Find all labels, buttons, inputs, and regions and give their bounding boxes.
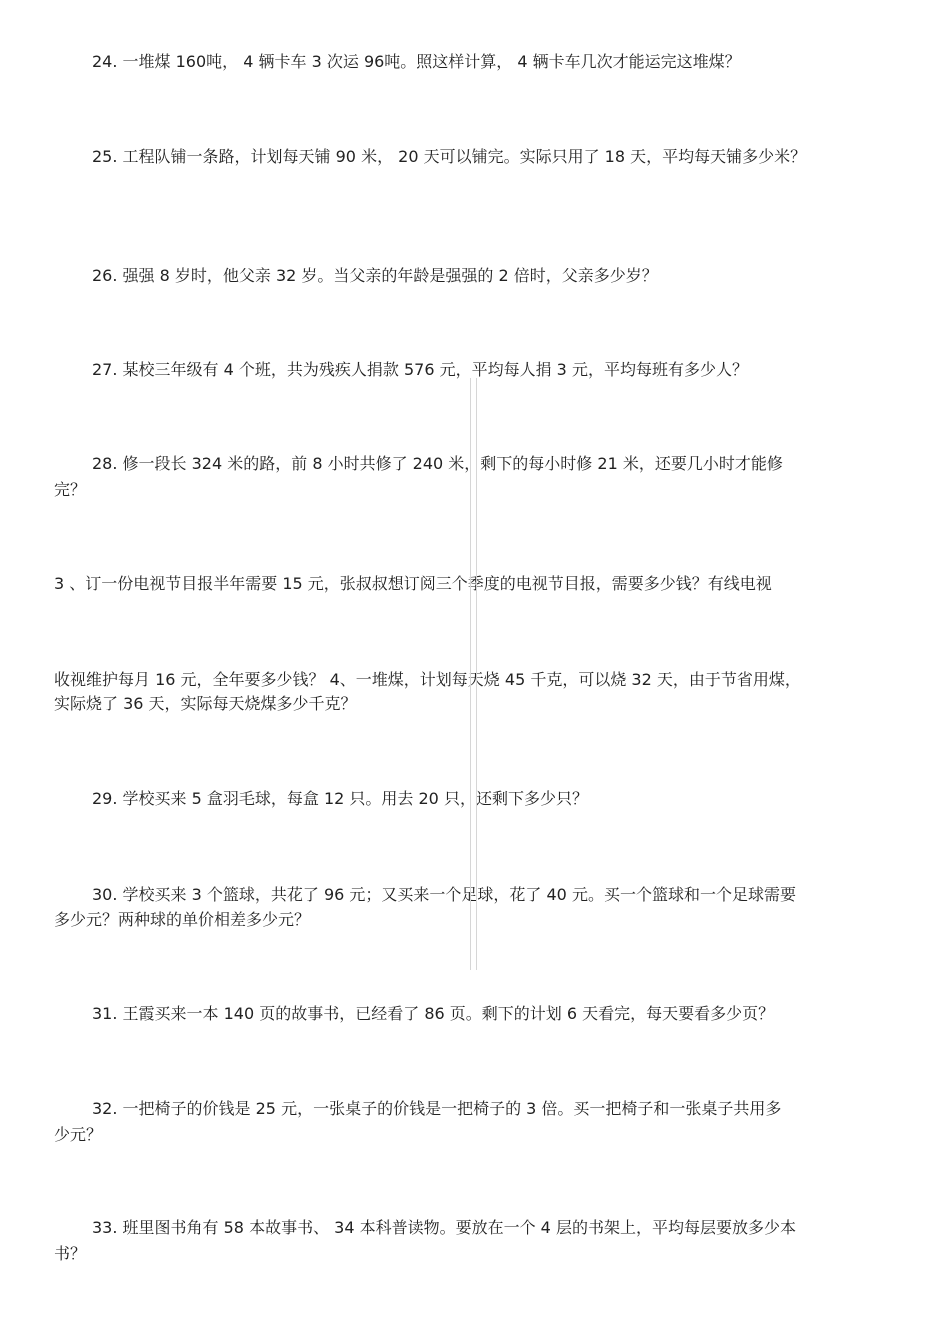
problem-30-continued: 多少元？两种球的单价相差多少元？ [54, 910, 311, 929]
problem-4-continued: 实际烧了 36 天，实际每天烧煤多少千克？ [54, 694, 357, 713]
problem-28: 28. 修一段长 324 米的路，前 8 小时共修了 240 米，剩下的每小时修 21 米，还要几小时才能修 [92, 454, 783, 473]
problem-29: 29. 学校买来 5 盒羽毛球，每盒 12 只。用去 20 只，还剩下多少只？ [92, 789, 588, 808]
problem-32-continued: 少元？ [54, 1125, 103, 1144]
problem-28-continued: 完？ [54, 480, 87, 499]
problem-25: 25. 工程队铺一条路，计划每天铺 90 米， 20 天可以铺完。实际只用了 18 天，平均每天铺多少米？ [92, 147, 807, 166]
problem-31: 31. 王霞买来一本 140 页的故事书，已经看了 86 页。剩下的计划 6 天看完，每天要看多少页？ [92, 1004, 775, 1023]
problem-26: 26. 强强 8 岁时，他父亲 32 岁。当父亲的年龄是强强的 2 倍时，父亲多少岁？ [92, 266, 658, 285]
problem-27: 27. 某校三年级有 4 个班，共为残疾人捐款 576 元，平均每人捐 3 元，平均每班有多少人？ [92, 360, 748, 379]
problem-30: 30. 学校买来 3 个篮球，共花了 96 元；又买来一个足球，花了 40 元。买一个篮球和一个足球需要 [92, 885, 796, 904]
problem-33: 33. 班里图书角有 58 本故事书、 34 本科普读物。要放在一个 4 层的书架上，平均每层要放多少本 [92, 1218, 796, 1237]
page-fold-divider [470, 378, 477, 970]
problem-24: 24. 一堆煤 160吨， 4 辆卡车 3 次运 96吨。照这样计算， 4 辆卡车几次才能运完这堆煤？ [92, 52, 741, 71]
problem-3: 3 、订一份电视节目报半年需要 15 元，张叔叔想订阅三个季度的电视节目报，需要多少钱？有线电视 [54, 574, 772, 593]
problem-32: 32. 一把椅子的价钱是 25 元，一张桌子的价钱是一把椅子的 3 倍。买一把椅子和一张桌子共用多 [92, 1099, 782, 1118]
problem-33-continued: 书？ [54, 1244, 87, 1263]
problem-3-continued: 收视维护每月 16 元，全年要多少钱？ 4、一堆煤，计划每天烧 45 千克，可以烧 32 天，由于节省用煤， [54, 670, 801, 689]
